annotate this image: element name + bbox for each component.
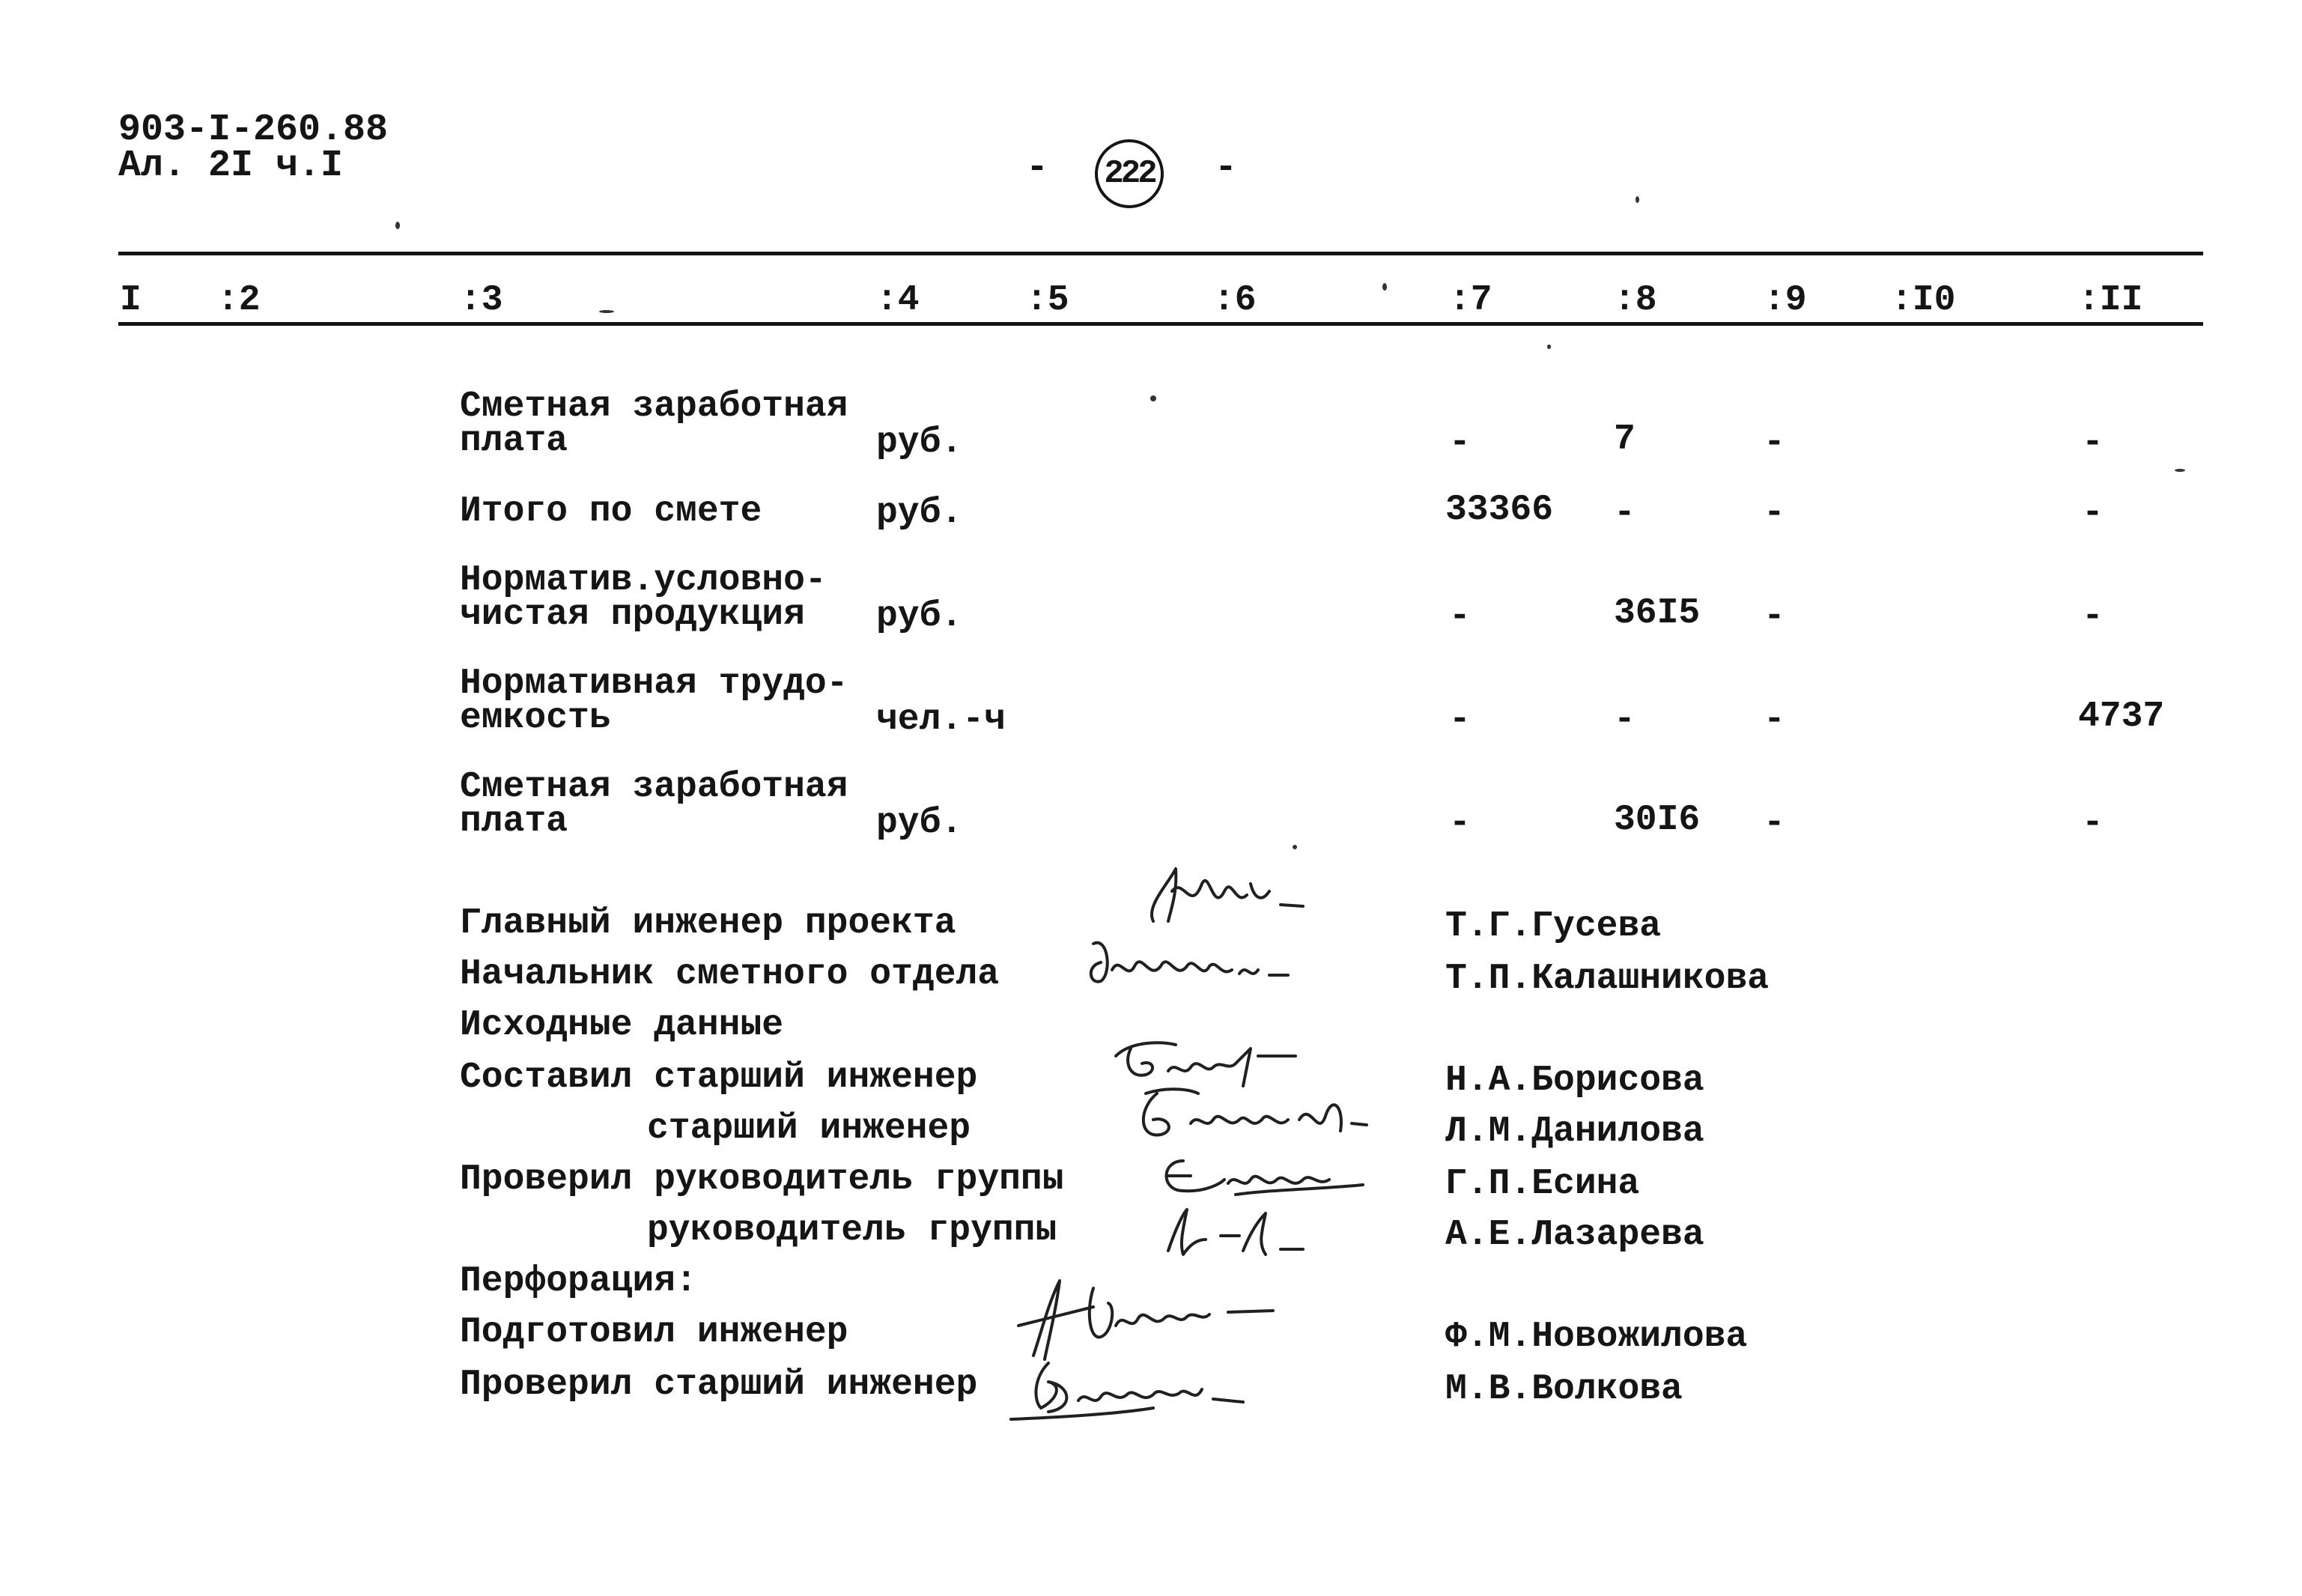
scan-speck: [1636, 196, 1639, 203]
col-header-1: I: [120, 280, 142, 321]
row-4-col8: -: [1614, 700, 1636, 740]
col-header-7: :7: [1449, 280, 1492, 321]
handwritten-signature-esina: [1146, 1146, 1385, 1206]
row-1-col7: -: [1449, 422, 1471, 463]
col-header-6: :6: [1213, 280, 1257, 321]
row-3-col9: -: [1764, 596, 1785, 637]
sig-section-perforation: Перфорация:: [460, 1261, 697, 1302]
sig-role-head-estimates: Начальник сметного отдела: [460, 954, 1000, 995]
col-header-3: :3: [460, 280, 503, 321]
row-2-col7: 33366: [1445, 490, 1554, 530]
sig-name-novozhilova: Ф.М.Новожилова: [1445, 1317, 1748, 1357]
row-5-col7: -: [1449, 803, 1471, 843]
row-3-unit: руб.: [876, 596, 963, 637]
header-rule-top: [118, 252, 2203, 255]
row-3-label-line1: Норматив.условно-: [460, 560, 827, 601]
row-5-label-line2: плата: [460, 801, 568, 842]
scan-speck: [1382, 283, 1387, 291]
row-2-unit: руб.: [876, 493, 963, 533]
handwritten-signature-kalashnikova: [1078, 929, 1303, 996]
row-1-col8: 7: [1614, 419, 1636, 460]
col-header-11: :II: [2078, 280, 2143, 321]
row-2-col9: -: [1764, 493, 1785, 533]
row-4-col9: -: [1764, 700, 1785, 740]
row-2-label-line1: Итого по смете: [460, 491, 762, 532]
row-4-col11: 4737: [2078, 697, 2165, 737]
sig-section-source-data: Исходные данные: [460, 1005, 784, 1046]
sig-name-guseva: Т.Г.Гусева: [1445, 906, 1662, 947]
sig-name-lazareva: А.Е.Лазарева: [1445, 1215, 1704, 1255]
row-3-label-line2: чистая продукция: [460, 595, 805, 635]
scan-speck: [1547, 345, 1551, 349]
row-2-col8: -: [1614, 493, 1636, 533]
row-5-label-line1: Сметная заработная: [460, 767, 848, 807]
row-5-col8: 30I6: [1614, 800, 1701, 840]
sig-role-group-lead: руководитель группы: [647, 1210, 1057, 1251]
row-5-unit: руб.: [876, 803, 963, 843]
sig-role-chief-engineer: Главный инженер проекта: [460, 903, 956, 944]
row-2-col11: -: [2082, 493, 2104, 533]
col-header-4: :4: [876, 280, 920, 321]
sheet-reference: Ал. 2I ч.I: [118, 145, 344, 187]
scan-speck: [599, 310, 614, 313]
row-5-col9: -: [1764, 803, 1785, 843]
sig-name-kalashnikova: Т.П.Калашникова: [1445, 959, 1770, 999]
row-4-unit: чел.-ч: [876, 700, 1006, 740]
sig-name-borisova: Н.А.Борисова: [1445, 1061, 1704, 1101]
page-dash-left: -: [1026, 147, 1049, 189]
header-rule-bottom: [118, 322, 2203, 326]
row-3-col8: 36I5: [1614, 593, 1701, 634]
document-code: 903-I-260.88: [118, 109, 389, 151]
row-3-col7: -: [1449, 596, 1471, 637]
page-number: 222: [1095, 139, 1164, 208]
handwritten-signature-volkova: [1003, 1348, 1288, 1430]
row-1-col11: -: [2082, 422, 2104, 463]
col-header-2: :2: [217, 280, 261, 321]
row-1-label-line1: Сметная заработная: [460, 386, 848, 427]
sig-role-checked-group-lead: Проверил руководитель группы: [460, 1159, 1064, 1200]
scan-speck: [1293, 845, 1297, 849]
scan-speck: [395, 222, 400, 229]
handwritten-signature-guseva: [1138, 861, 1318, 929]
row-4-label-line1: Нормативная трудо-: [460, 664, 848, 704]
row-1-col9: -: [1764, 422, 1785, 463]
sig-role-compiled-senior-engineer: Составил старший инженер: [460, 1058, 978, 1098]
row-4-label-line2: емкость: [460, 698, 611, 738]
row-4-col7: -: [1449, 700, 1471, 740]
col-header-8: :8: [1614, 280, 1657, 321]
row-5-col11: -: [2082, 803, 2104, 843]
handwritten-signature-lazareva: [1153, 1198, 1333, 1266]
col-header-5: :5: [1026, 280, 1069, 321]
sig-role-prepared-engineer: Подготовил инженер: [460, 1312, 848, 1353]
scan-speck: [2175, 469, 2185, 472]
page-dash-right: -: [1215, 147, 1238, 189]
sig-role-checked-senior-engineer: Проверил старший инженер: [460, 1365, 978, 1405]
sig-name-danilova: Л.М.Данилова: [1445, 1111, 1704, 1152]
sig-name-esina: Г.П.Есина: [1445, 1164, 1640, 1204]
sig-name-volkova: М.В.Волкова: [1445, 1369, 1683, 1410]
row-1-label-line2: плата: [460, 421, 568, 461]
col-header-10: :I0: [1891, 280, 1956, 321]
sig-role-senior-engineer: старший инженер: [647, 1108, 971, 1149]
scan-speck: [1150, 395, 1156, 401]
handwritten-signature-danilova: [1123, 1078, 1393, 1153]
col-header-9: :9: [1764, 280, 1807, 321]
row-1-unit: руб.: [876, 422, 963, 463]
row-3-col11: -: [2082, 596, 2104, 637]
